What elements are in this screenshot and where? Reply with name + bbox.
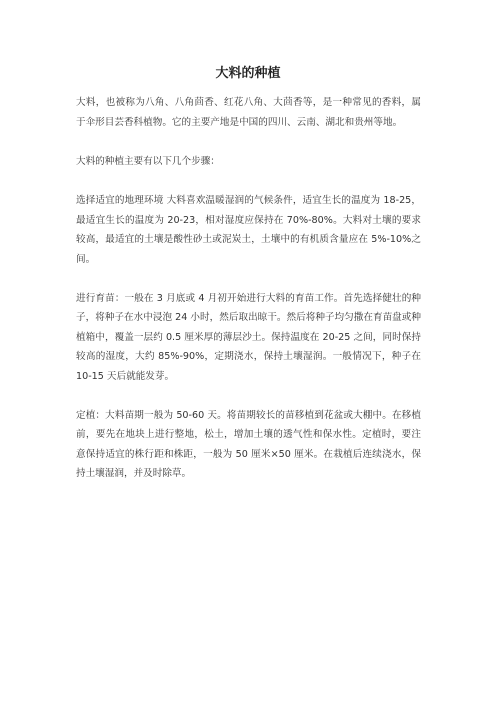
document-body [76,93,421,503]
document-title: 大料的种植 [215,66,281,81]
paragraph-steps-heading: 大料的种植主要有以下几个步骤： [76,156,220,167]
paragraph-intro: 大料，也被称为八角、八角茴香、红花八角、大茴香等，是一种常见的香料，属于伞形目芸香科植物。它的主要产地是中国的四川、云南、湖北和贵州等地。 [76,97,421,128]
paragraph-environment: 选择适宜的地理环境 大料喜欢温暖湿润的气候条件，适宜生长的温度为 18-25，最适宜生长的温度为 20-23，相对湿度应保持在 70%-80%。大料对土壤的要求较高，最适宜的土壤是酸性砂土或泥炭土，土壤中的有机质含量应在 5%-10%之间。 [76,195,421,265]
paragraph-seedling: 进行育苗：一般在 3 月底或 4 月初开始进行大料的育苗工作。首先选择健壮的种子，将种子在水中浸泡 24 小时，然后取出晾干。然后将种子均匀撒在育苗盘或种植箱中，覆盖一层约 0.5 厘米厚的薄层沙土。保持温度在 20-25 之间，同时保持较高的湿度，大约 85%-90%，定期浇水，保持土壤湿润。一般情况下，种子在 10-15 天后就能发芽。 [76,292,421,382]
paragraph-planting: 定植：大料苗期一般为 50-60 天。将苗期较长的苗移植到花盆或大棚中。在移植前，要先在地块上进行整地，松土，增加土壤的透气性和保水性。定植时，要注意保持适宜的株行距和株距，一般为 50 厘米×50 厘米。在栽植后连续浇水，保持土壤湿润，并及时除草。 [76,409,421,479]
